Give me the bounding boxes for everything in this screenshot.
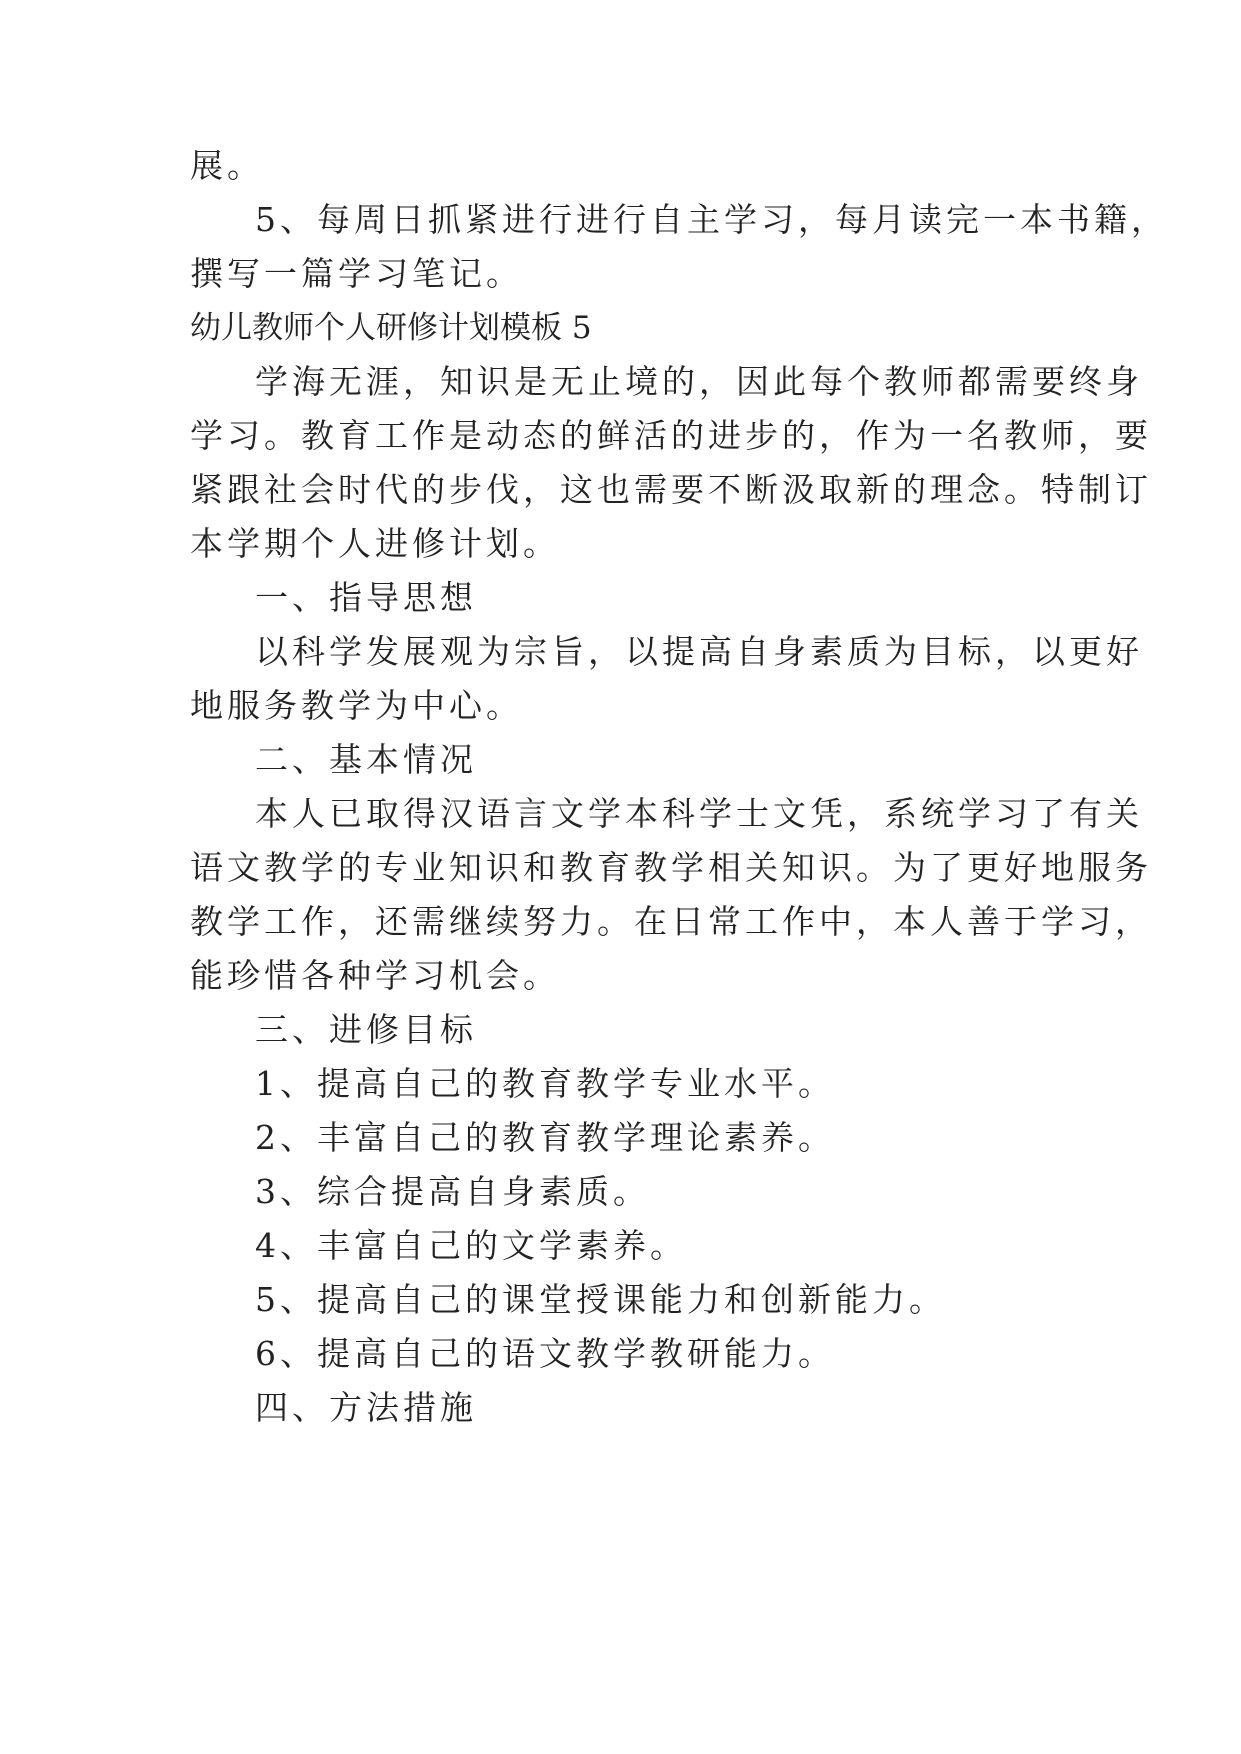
heading-line: 三、进修目标 (255, 1010, 477, 1049)
heading-line: 二、基本情况 (255, 740, 477, 779)
heading-line: 一、指导思想 (255, 578, 477, 617)
heading-line: 四、方法措施 (255, 1388, 477, 1427)
paragraph-line: 地服务教学为中心。 (190, 686, 523, 725)
list-item: 4、丰富自己的文学素养。 (255, 1226, 687, 1265)
list-item: 5、提高自己的课堂授课能力和创新能力。 (255, 1280, 946, 1319)
list-item: 6、提高自己的语文教学教研能力。 (255, 1334, 835, 1373)
paragraph-line: 以科学发展观为宗旨，以提高自身素质为目标，以更好 (255, 632, 1143, 671)
paragraph-line: 学海无涯，知识是无止境的，因此每个教师都需要终身 (255, 362, 1143, 401)
paragraph-line: 紧跟社会时代的步伐，这也需要不断汲取新的理念。特制订 (190, 470, 1152, 509)
paragraph-line: 撰写一篇学习笔记。 (190, 254, 523, 293)
paragraph-line: 语文教学的专业知识和教育教学相关知识。为了更好地服务 (190, 848, 1152, 887)
paragraph-line: 5、每周日抓紧进行进行自主学习，每月读完一本书籍， (255, 200, 1168, 239)
paragraph-line: 教学工作，还需继续努力。在日常工作中，本人善于学习， (190, 902, 1152, 941)
paragraph-line: 本学期个人进修计划。 (190, 524, 560, 563)
paragraph-line: 学习。教育工作是动态的鲜活的进步的，作为一名教师，要 (190, 416, 1152, 455)
list-item: 1、提高自己的教育教学专业水平。 (255, 1064, 835, 1103)
section-title: 幼儿教师个人研修计划模板 5 (190, 310, 592, 346)
paragraph-line: 能珍惜各种学习机会。 (190, 956, 560, 995)
list-item: 2、丰富自己的教育教学理论素养。 (255, 1118, 835, 1157)
paragraph-line: 本人已取得汉语言文学本科学士文凭，系统学习了有关 (255, 794, 1143, 833)
paragraph-line: 展。 (190, 146, 264, 185)
list-item: 3、综合提高自身素质。 (255, 1172, 650, 1211)
